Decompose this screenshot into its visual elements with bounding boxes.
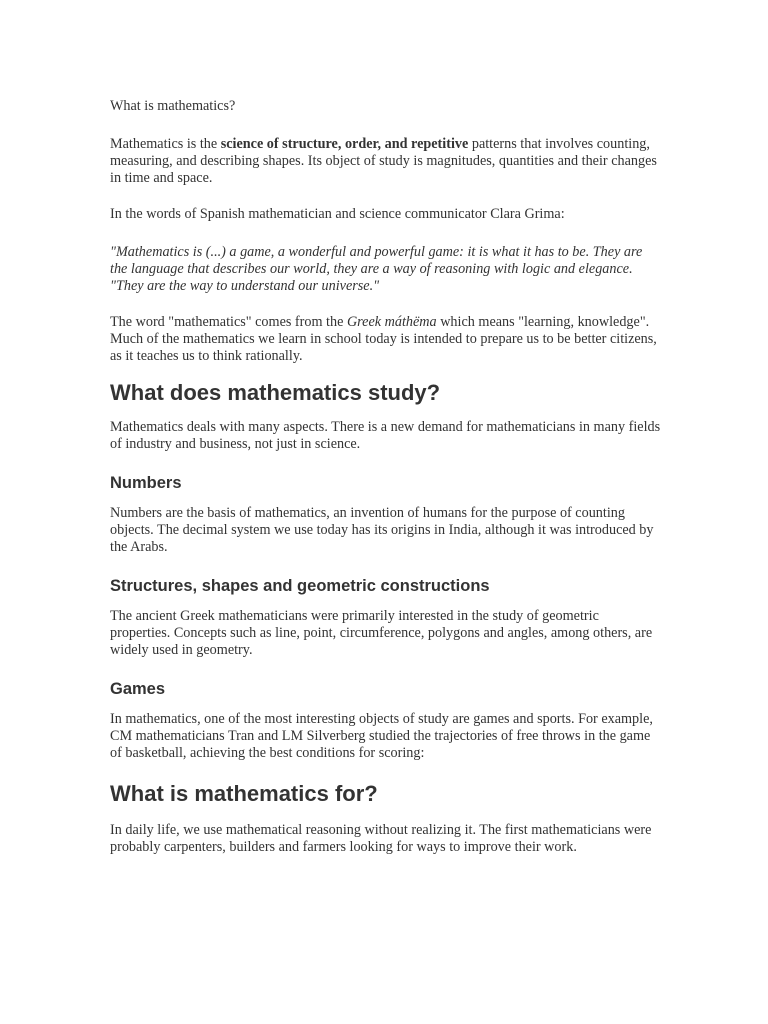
definition-suffix: patterns that involves counting, measuring, and describing shapes. Its object of study is magnitudes, quantities and their changes in time and space. bbox=[110, 136, 657, 186]
study-paragraph: Mathematics deals with many aspects. There is a new demand for mathematicians in many fields of industry and business, not just in science. bbox=[110, 419, 661, 452]
quote-intro: In the words of Spanish mathematician and science communicator Clara Grima: bbox=[110, 206, 565, 222]
definition-bold: science of structure, order, and repetitive bbox=[220, 136, 469, 152]
grima-quote: "Mathematics is (...) a game, a wonderful and powerful game: it is what it has to be. They are the language that describes our world, they are a way of reasoning with logic and elegance. "They are the way to understand our universe." bbox=[110, 244, 643, 294]
structures-paragraph: The ancient Greek mathematicians were primarily interested in the study of geometric properties. Concepts such as line, point, circumference, polygons and angles, among others, are widely used in geometry. bbox=[110, 608, 653, 658]
games-paragraph: In mathematics, one of the most interesting objects of study are games and sports. For example, CM mathematicians Tran and LM Silverberg studied the trajectories of free throws in the game of basketball, achieving the best conditions for scoring: bbox=[110, 711, 653, 761]
heading-what-is-for: What is mathematics for? bbox=[110, 781, 378, 806]
heading-games: Games bbox=[110, 680, 166, 698]
etymology-paragraph bbox=[110, 314, 662, 365]
definition-prefix: Mathematics is the bbox=[110, 136, 221, 152]
heading-what-does-study: What does mathematics study? bbox=[110, 380, 441, 405]
heading-numbers: Numbers bbox=[110, 474, 182, 492]
intro-question: What is mathematics? bbox=[110, 98, 236, 114]
definition-paragraph bbox=[110, 136, 662, 187]
etymology-italic: Greek máthëma bbox=[346, 314, 437, 330]
numbers-paragraph: Numbers are the basis of mathematics, an invention of humans for the purpose of counting objects. The decimal system we use today has its origins in India, although it was introduced by the Arabs. bbox=[110, 505, 654, 555]
document-body bbox=[110, 98, 662, 856]
etymology-prefix: The word "mathematics" comes from the bbox=[110, 314, 347, 330]
purpose-paragraph: In daily life, we use mathematical reasoning without realizing it. The first mathematicians were probably carpenters, builders and farmers looking for ways to improve their work. bbox=[110, 822, 652, 855]
etymology-suffix: which means "learning, knowledge". Much of the mathematics we learn in school today is intended to prepare us to be better citizens, as it teaches us to think rationally. bbox=[110, 314, 657, 364]
heading-structures: Structures, shapes and geometric constructions bbox=[110, 577, 490, 595]
